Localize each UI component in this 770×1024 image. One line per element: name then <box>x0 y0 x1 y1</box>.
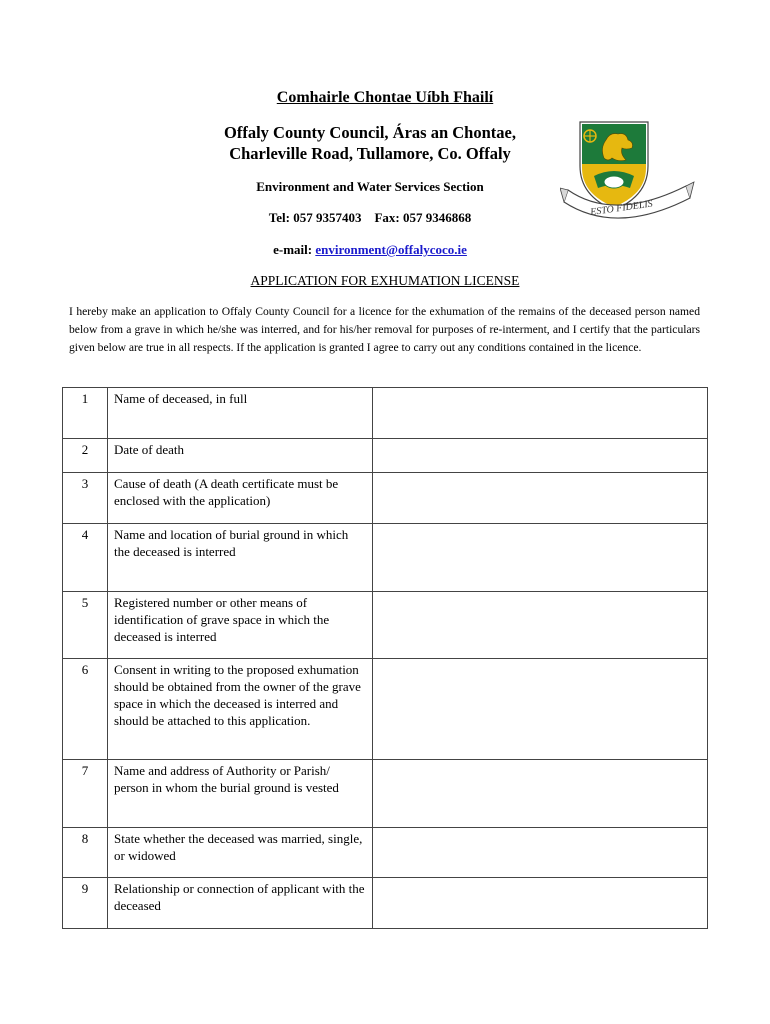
form-row-8 <box>63 828 708 878</box>
form-row-7 <box>63 760 708 828</box>
row-number: 3 <box>63 473 108 524</box>
answer-field-deceased-name[interactable] <box>373 388 708 439</box>
field-label-relationship: Relationship or connection of applicant with the deceased <box>108 878 373 929</box>
form-row-9 <box>63 878 708 929</box>
form-row-4 <box>63 524 708 592</box>
field-label-authority: Name and address of Authority or Parish/ person in whom the burial ground is vested <box>108 760 373 828</box>
row-number: 1 <box>63 388 108 439</box>
field-label-deceased-name: Name of deceased, in full <box>108 388 373 439</box>
row-number: 4 <box>63 524 108 592</box>
form-row-1 <box>63 388 708 439</box>
answer-field-consent[interactable] <box>373 659 708 760</box>
field-label-grave-identification: Registered number or other means of identification of grave space in which the deceased is interred <box>108 592 373 659</box>
section-name: Environment and Water Services Section <box>256 179 484 194</box>
answer-field-burial-ground[interactable] <box>373 524 708 592</box>
form-row-6 <box>63 659 708 760</box>
address-line-2: Charleville Road, Tullamore, Co. Offaly <box>229 144 511 163</box>
field-label-marital-status: State whether the deceased was married, single, or widowed <box>108 828 373 878</box>
row-number: 5 <box>63 592 108 659</box>
email-label: e-mail: <box>273 242 316 257</box>
row-number: 2 <box>63 439 108 473</box>
row-number: 7 <box>63 760 108 828</box>
answer-field-relationship[interactable] <box>373 878 708 929</box>
declaration-text: I hereby make an application to Offaly County Council for a licence for the exhumation of the remains of the deceased person named below from a grave in which he/she was interred, and for his/her removal for purposes of re-interment, and I certify that the particulars given below are true in all respects. If the application is granted I agree to carry out any conditions contained in the licence. <box>69 305 700 354</box>
row-number: 8 <box>63 828 108 878</box>
row-number: 6 <box>63 659 108 760</box>
contact-phone-fax: Tel: 057 9357403 Fax: 057 9346868 <box>268 210 472 225</box>
council-irish-name: Comhairle Chontae Uíbh Fhailí <box>276 89 494 106</box>
field-label-consent: Consent in writing to the proposed exhumation should be obtained from the owner of the grave space in which the deceased is interred and should be attached to this application. <box>108 659 373 760</box>
application-form-table <box>62 387 708 929</box>
row-number: 9 <box>63 878 108 929</box>
svg-text:ESTO FIDELIS: ESTO FIDELIS <box>589 198 654 219</box>
field-label-burial-ground: Name and location of burial ground in which the deceased is interred <box>108 524 373 592</box>
council-address <box>150 122 590 164</box>
contact-email <box>150 242 590 258</box>
answer-field-authority[interactable] <box>373 760 708 828</box>
answer-field-date-of-death[interactable] <box>373 439 708 473</box>
answer-field-grave-identification[interactable] <box>373 592 708 659</box>
form-row-3 <box>63 473 708 524</box>
field-label-cause-of-death: Cause of death (A death certificate must be enclosed with the application) <box>108 473 373 524</box>
email-link[interactable]: environment@offalycoco.ie <box>315 242 467 257</box>
council-crest-icon <box>560 118 695 223</box>
form-heading: APPLICATION FOR EXHUMATION LICENSE <box>250 273 520 288</box>
answer-field-marital-status[interactable] <box>373 828 708 878</box>
form-row-5 <box>63 592 708 659</box>
address-line-1: Offaly County Council, Áras an Chontae, <box>224 123 516 142</box>
form-row-2 <box>63 439 708 473</box>
field-label-date-of-death: Date of death <box>108 439 373 473</box>
answer-field-cause-of-death[interactable] <box>373 473 708 524</box>
